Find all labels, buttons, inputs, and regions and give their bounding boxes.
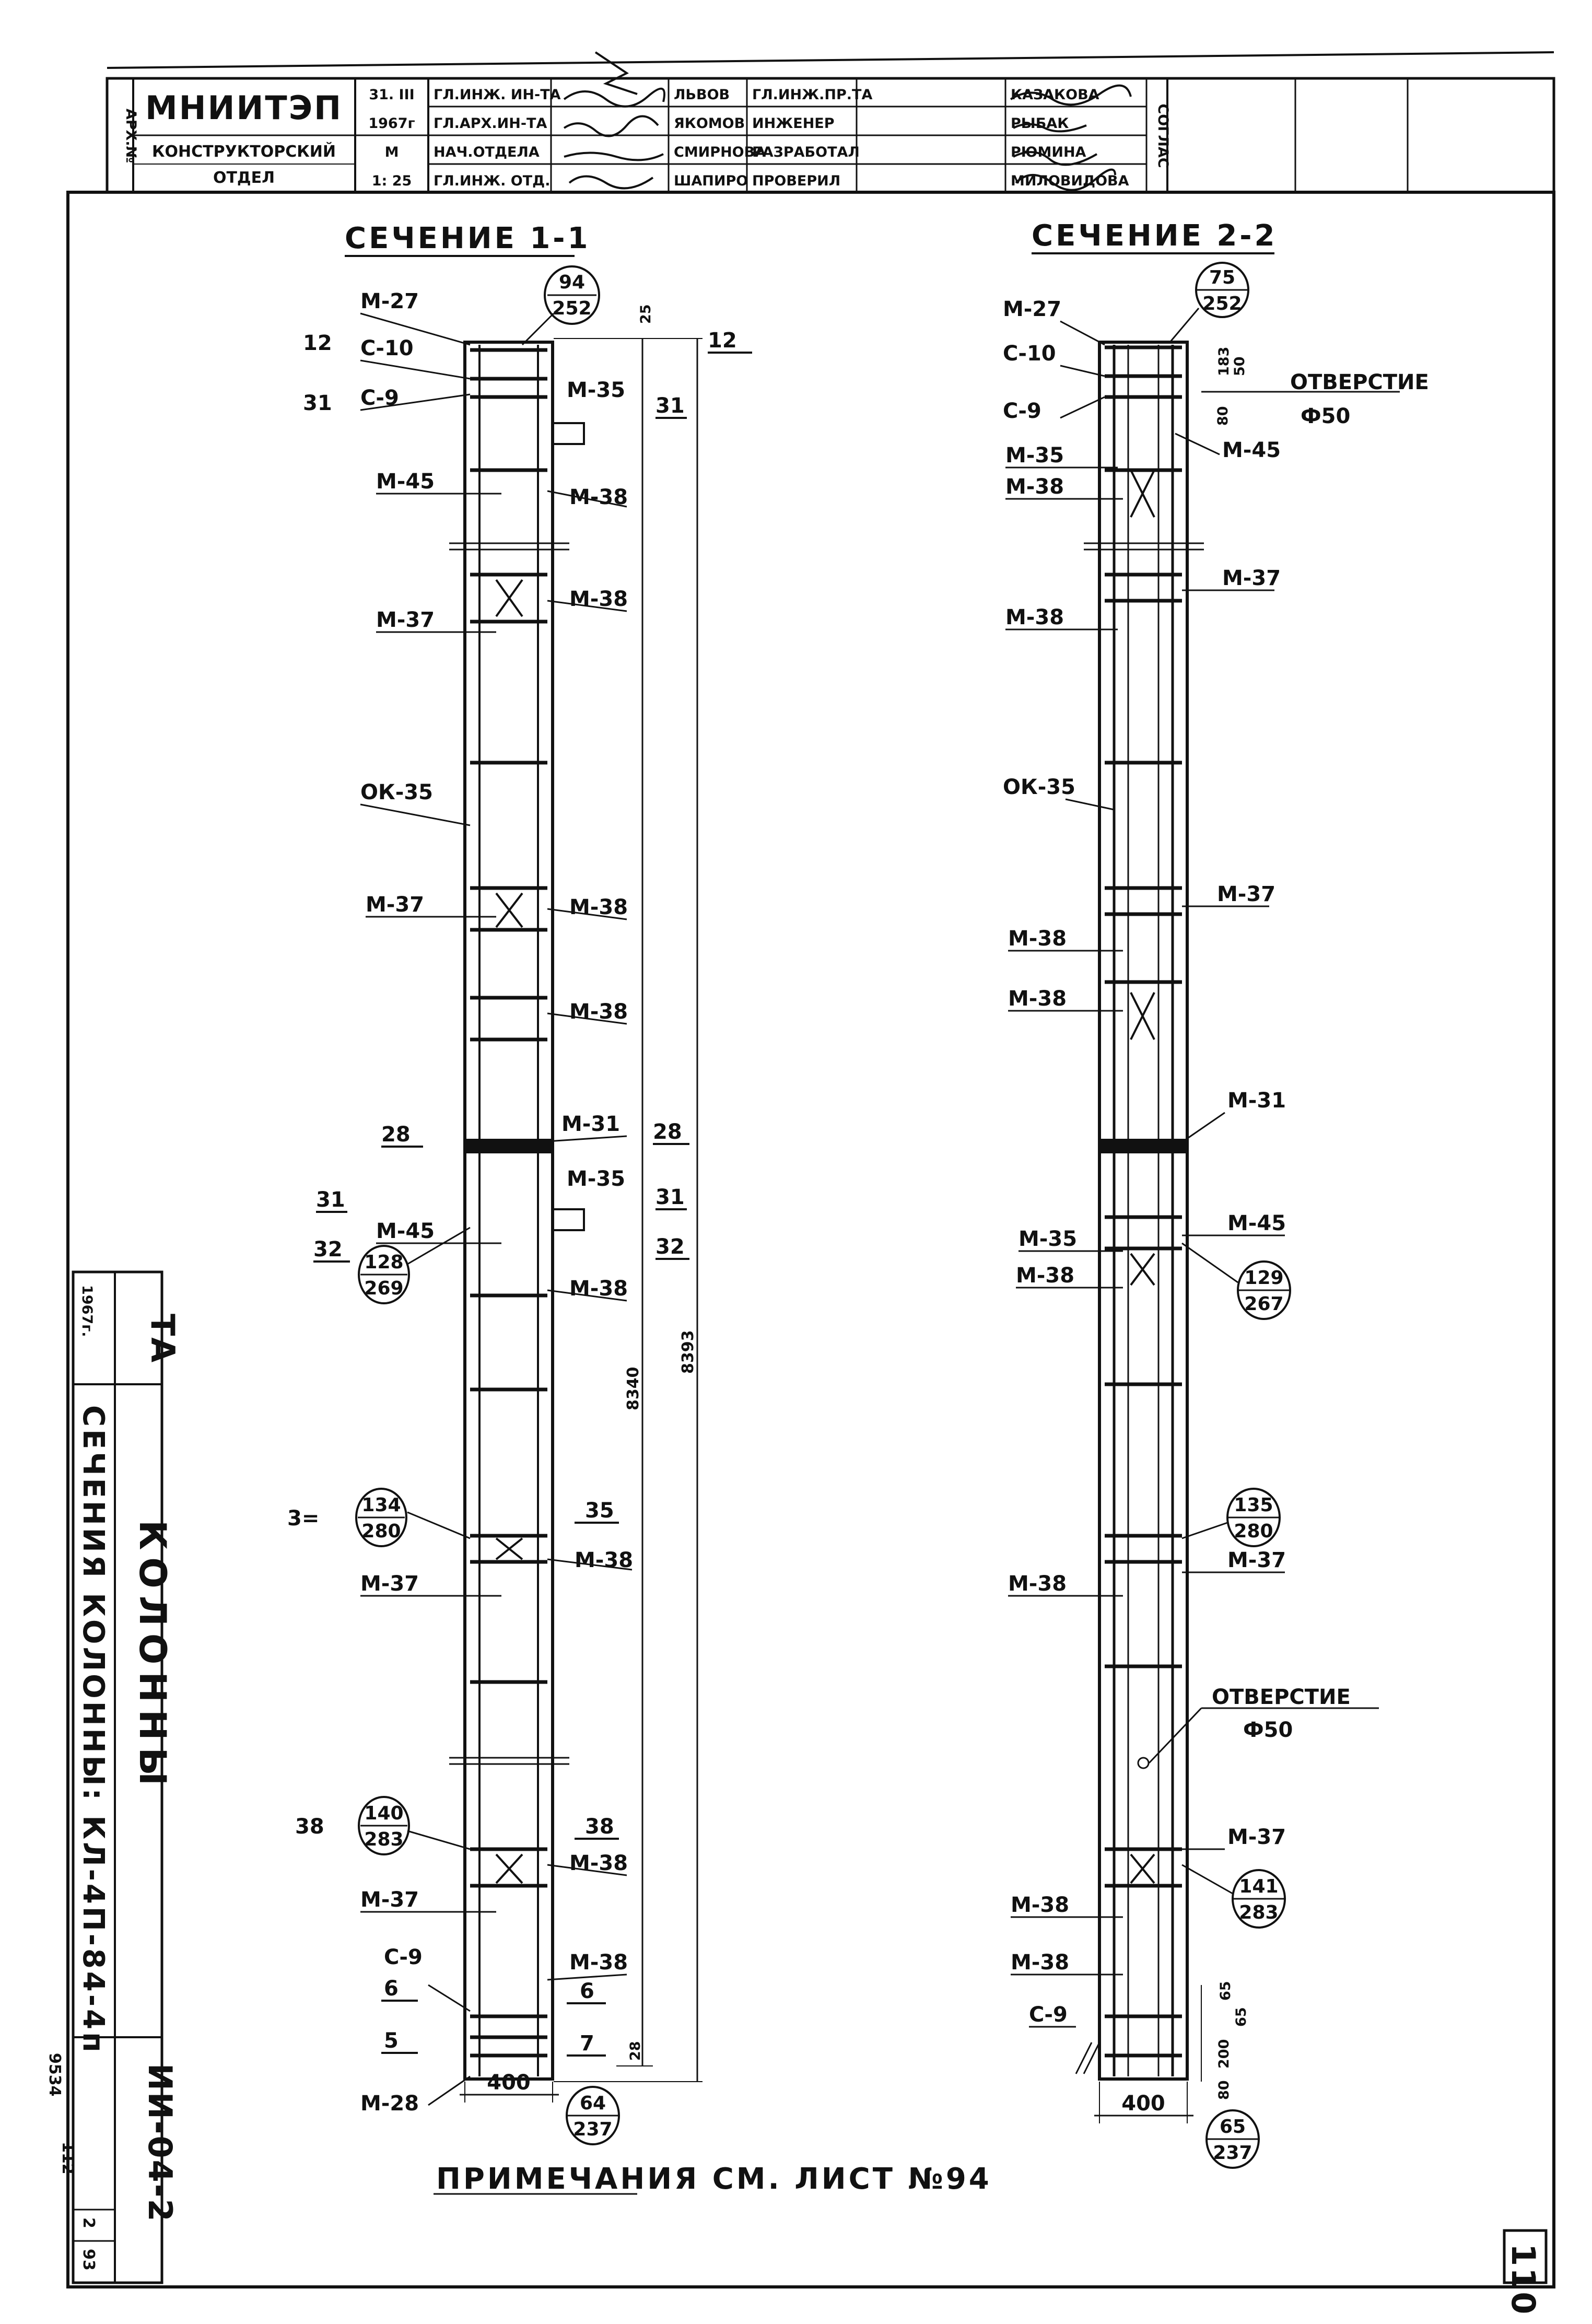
s2-label-m37-3: М-37 [1227,1548,1286,1572]
s1-mark-l-12: 12 [303,331,332,355]
name-2: ЯКОМОВ [674,115,745,132]
name2-4: МИЛОВИДОВА [1011,173,1129,189]
role-2: ГЛ.АРХ.ИН-ТА [434,115,547,132]
s1-callout-3 [356,1489,406,1546]
svg-text:237: 237 [1213,2142,1252,2164]
s1-label-m38-1: М-38 [569,485,628,509]
s2-label-m45: М-45 [1222,438,1281,462]
s1-label-m31: М-31 [561,1112,621,1136]
svg-text:267: 267 [1244,1293,1284,1315]
name-1: ЛЬВОВ [674,87,730,103]
s1-label-m37-1: М-37 [376,608,435,632]
stamp-series: ИИ-04-2 [141,2063,179,2223]
s2-label-m35: М-35 [1005,443,1064,468]
svg-text:280: 280 [361,1521,401,1542]
svg-text:141: 141 [1239,1876,1279,1897]
s1-label-m38-6: М-38 [575,1548,634,1572]
s1-mark-l-31: 31 [303,391,332,415]
section-1-title: СЕЧЕНИЕ 1-1 [345,221,591,255]
s2-label-m35b: М-35 [1019,1227,1078,1251]
s1-dim-25: 25 [638,304,654,324]
s1-label-m37-3: М-37 [360,1572,419,1596]
date-line-1: 31. III [369,87,415,103]
name2-1: КАЗАКОВА [1011,87,1099,103]
date-line-2: 1967г [368,115,415,132]
s1-mark-r-28: 28 [653,1120,682,1144]
note-text: ПРИМЕЧАНИЯ СМ. ЛИСТ №94 [436,2162,992,2196]
s2-hole-dia-top: Ф50 [1301,404,1351,428]
s2-label-ok35: ОК-35 [1003,775,1075,799]
s1-label-m35-mid: М-35 [567,1167,626,1191]
s1-callout-2 [359,1246,409,1303]
s2-label-m38-7: М-38 [1011,1893,1070,1917]
dept-name: КОНСТРУКТОРСКИЙ [152,143,336,161]
s2-label-m38-3: М-38 [1008,927,1067,951]
stamp-year: 1967г. [79,1285,95,1337]
stamp-title: КОЛОННЫ [131,1520,174,1793]
svg-text:75: 75 [1209,267,1236,288]
svg-text:237: 237 [573,2119,613,2140]
s1-mark-r-32: 32 [655,1235,685,1259]
org-name: МНИИТЭП [145,89,343,127]
s2-callout-3 [1227,1489,1280,1546]
s2-dim-80-top: 80 [1215,406,1231,426]
svg-text:65: 65 [1219,2116,1246,2138]
role2-2: ИНЖЕНЕР [752,115,835,132]
s2-dim-65b: 65 [1233,2007,1249,2027]
svg-text:283: 283 [364,1829,404,1850]
s2-label-m45b: М-45 [1227,1211,1286,1235]
name2-2: РЫБАК [1011,115,1069,132]
s2-callout-1 [1196,263,1248,317]
role-4: ГЛ.ИНЖ. ОТД. [434,173,551,189]
svg-text:252: 252 [1202,293,1242,314]
stamp-sheet: 93 [79,2249,98,2271]
s2-dim-80-bottom: 80 [1216,2080,1232,2100]
s1-label-m38-2: М-38 [569,587,628,611]
svg-text:283: 283 [1239,1902,1279,1923]
s1-label-m28: М-28 [360,2092,419,2116]
svg-text:252: 252 [552,298,592,319]
svg-text:134: 134 [361,1494,401,1516]
s2-dim-65a: 65 [1218,1981,1234,2001]
s1-mark-r-31: 31 [655,394,685,418]
stamp-subtitle: СЕЧЕНИЯ КОЛОННЫ: КЛ-4П-84-4п [76,1405,110,2055]
s1-mark-r-6: 6 [580,1979,594,2003]
svg-text:129: 129 [1244,1267,1284,1289]
margin-number-1: 9534 [45,2053,64,2097]
name-3: СМИРНОВА [674,144,766,160]
s1-mark-r-7: 7 [580,2031,594,2056]
s2-label-m38-5: М-38 [1016,1264,1075,1288]
s1-mark-l-5: 5 [384,2029,399,2053]
s2-hole-label-bottom: ОТВЕРСТИЕ [1212,1685,1351,1709]
s2-dim-400: 400 [1121,2092,1165,2116]
margin-number-2: 112 [58,2142,77,2175]
s2-label-m37-2: М-37 [1217,882,1276,906]
side-stamp-text [45,1285,182,2271]
page-number: 110 [1504,2244,1542,2316]
s2-label-m31: М-31 [1227,1089,1286,1113]
s2-hole-label-top: ОТВЕРСТИЕ [1290,370,1429,394]
s1-label-m35-top: М-35 [567,378,626,402]
s1-label-ok35: ОК-35 [360,780,433,804]
s1-dim-400: 400 [487,2071,531,2095]
s1-mark-r-38: 38 [585,1815,614,1839]
section-2-title: СЕЧЕНИЕ 2-2 [1032,219,1278,253]
s1-label-m45-mid: М-45 [376,1219,435,1243]
name-4: ШАПИРО [674,173,748,189]
agreed-label: СОГЛАС [1155,103,1171,168]
s1-label-m27: М-27 [360,289,419,313]
s2-dim-50: 50 [1232,356,1248,376]
svg-text:64: 64 [579,2093,606,2114]
s1-label-c9-bottom: С-9 [384,1945,423,1969]
svg-text:280: 280 [1234,1521,1273,1542]
section-2-labels [1003,263,1429,2168]
s1-dim-8393: 8393 [679,1330,697,1374]
stamp-org: ТА [144,1314,182,1364]
svg-text:128: 128 [364,1252,404,1273]
role2-4: ПРОВЕРИЛ [752,173,841,189]
s2-callout-4 [1233,1870,1285,1928]
s1-mark-r-12: 12 [708,329,737,353]
s2-label-m38-4: М-38 [1008,987,1067,1011]
svg-text:140: 140 [364,1803,404,1824]
s1-label-m45-top: М-45 [376,470,435,494]
s1-callout-5 [567,2087,619,2144]
section-1-labels [287,266,752,2144]
s1-label-c10: С-10 [360,336,414,360]
s2-label-c9-bottom: С-9 [1029,2003,1068,2027]
s1-mark-l-3: 3= [287,1506,320,1531]
s2-label-m37-4: М-37 [1227,1825,1286,1849]
s1-mark-l-38: 38 [295,1815,324,1839]
role2-1: ГЛ.ИНЖ.ПР.ТА [752,87,873,103]
role2-3: РАЗРАБОТАЛ [752,144,860,160]
s1-mark-l-28: 28 [381,1123,411,1147]
s2-callout-2 [1238,1262,1290,1319]
svg-text:94: 94 [558,272,586,293]
s2-label-m38-8: М-38 [1011,1951,1070,1975]
role-3: НАЧ.ОТДЕЛА [434,144,540,160]
s1-mark-l-31b: 31 [316,1188,345,1212]
arch-label: АРХ.№ [123,108,139,164]
s1-callout-4 [359,1797,409,1854]
s1-label-m38-3: М-38 [569,895,628,919]
dept-name-2: ОТДЕЛ [213,169,275,187]
stamp-issue: 2 [79,2217,98,2228]
s2-label-m38-2: М-38 [1005,605,1064,629]
svg-text:269: 269 [364,1278,404,1299]
s1-label-m38-5: М-38 [569,1277,628,1301]
s1-label-m38-7: М-38 [569,1851,628,1875]
svg-text:135: 135 [1234,1494,1273,1516]
s1-label-m38-4: М-38 [569,1000,628,1024]
s2-dim-200: 200 [1216,2039,1232,2069]
s1-label-m38-8: М-38 [569,1951,628,1975]
s2-callout-5 [1207,2110,1259,2168]
s1-dim-8340: 8340 [624,1367,642,1410]
s1-mark-l-6: 6 [384,1977,399,2001]
s2-label-m38-6: М-38 [1008,1572,1067,1596]
s2-dim-183: 183 [1216,346,1232,376]
scale-value: 1: 25 [371,173,412,189]
s2-label-c9: С-9 [1003,399,1041,423]
s2-label-m27: М-27 [1003,297,1062,321]
s1-dim-28: 28 [627,2041,643,2061]
s1-mark-r-31b: 31 [655,1185,685,1209]
name2-3: РЮМИНА [1011,144,1086,160]
role-1: ГЛ.ИНЖ. ИН-ТА [434,87,561,103]
s2-hole-dia-bottom: Ф50 [1243,1718,1293,1742]
s1-mark-r-35: 35 [585,1499,614,1523]
scale-label: М [384,144,399,160]
s2-label-c10: С-10 [1003,342,1056,366]
s1-label-m37-4: М-37 [360,1888,419,1912]
s2-label-m38-1: М-38 [1005,475,1064,499]
s1-label-c9: С-9 [360,386,399,410]
s1-mark-l-32: 32 [313,1237,343,1262]
s1-label-m37-2: М-37 [366,893,425,917]
s2-label-m37-1: М-37 [1222,566,1281,590]
